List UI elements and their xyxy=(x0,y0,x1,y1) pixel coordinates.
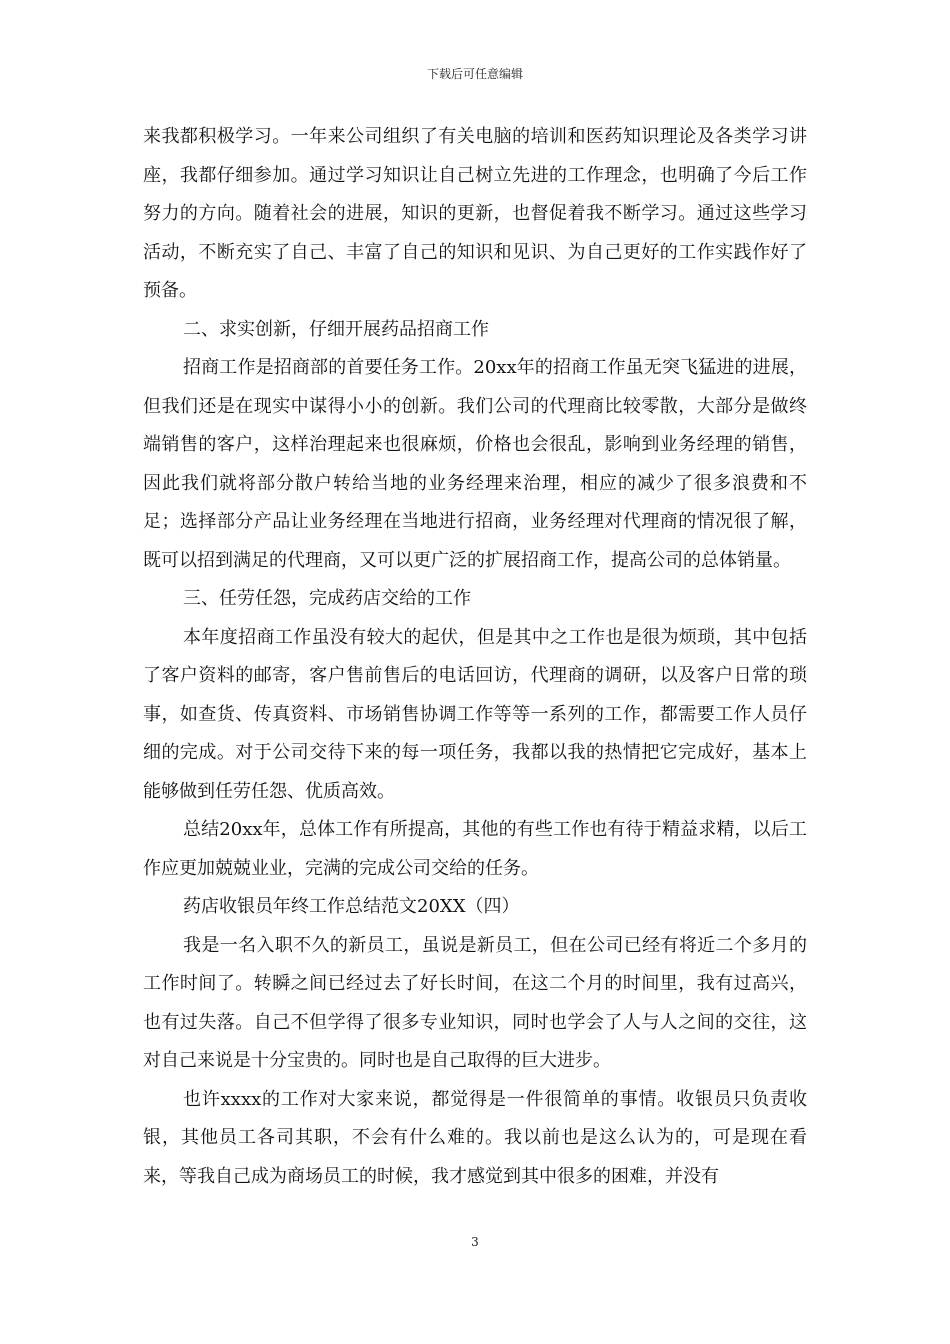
section-heading-3: 三、任劳任怨，完成药店交给的工作 xyxy=(183,588,471,609)
paragraph-annual-work: 本年度招商工作虽没有较大的起伏，但是其中之工作也是很为烦琐，其中包括了客户资料的邮寄，客户售前售后的电话回访，代理商的调研，以及客户日常的琐事，如查货、传真资料、市场销售协调工作等等一系列的工作，都需要工作人员仔细的完成。对于公司交待下来的每一项任务，我都以我的热情把它完成好，基本上能够做到任劳任怨、优质高效。 xyxy=(143,626,807,802)
page-number: 3 xyxy=(471,1235,479,1249)
article-title-4: 药店收银员年终工作总结范文20XX（四） xyxy=(183,896,520,917)
paragraph-cashier-work: 也许xxxx的工作对大家来说，都觉得是一件很简单的事情。收银员只负责收银，其他员工各司其职，不会有什么难的。我以前也是这么认为的，可是现在看来，等我自己成为商场员工的时候，我才感觉到其中很多的困难，并没有 xyxy=(143,1088,807,1187)
document-body xyxy=(143,118,807,1196)
paragraph-summary: 总结20xx年，总体工作有所提高，其他的有些工作也有待于精益求精，以后工作应更加兢兢业业，完满的完成公司交给的任务。 xyxy=(143,819,807,879)
section-heading-2: 二、求实创新，仔细开展药品招商工作 xyxy=(183,318,489,340)
header-note: 下载后可任意编辑 xyxy=(426,67,523,81)
paragraph-continuation: 来我都积极学习。一年来公司组织了有关电脑的培训和医药知识理论及各类学习讲座，我都仔细参加。通过学习知识让自己树立先进的工作理念，也明确了今后工作努力的方向。随着社会的进展，知识的更新，也督促着我不断学习。通过这些学习活动，不断充实了自己、丰富了自己的知识和见识、为自己更好的工作实践作好了预备。 xyxy=(143,126,807,301)
paragraph-recruitment: 招商工作是招商部的首要任务工作。20xx年的招商工作虽无突飞猛进的进展，但我们还是在现实中谋得小小的创新。我们公司的代理商比较零散，大部分是做终端销售的客户，这样治理起来也很麻烦，价格也会很乱，影响到业务经理的销售，因此我们就将部分散户转给当地的业务经理来治理，相应的减少了很多浪费和不足；选择部分产品让业务经理在当地进行招商，业务经理对代理商的情况很了解，既可以招到满足的代理商，又可以更广泛的扩展招商工作，提高公司的总体销量。 xyxy=(143,357,807,571)
paragraph-new-employee: 我是一名入职不久的新员工，虽说是新员工，但在公司已经有将近二个多月的工作时间了。转瞬之间已经过去了好长时间，在这二个月的时间里，我有过高兴，也有过失落。自己不但学得了很多专业知识，同时也学会了人与人之间的交往，这对自己来说是十分宝贵的。同时也是自己取得的巨大进步。 xyxy=(143,934,807,1071)
